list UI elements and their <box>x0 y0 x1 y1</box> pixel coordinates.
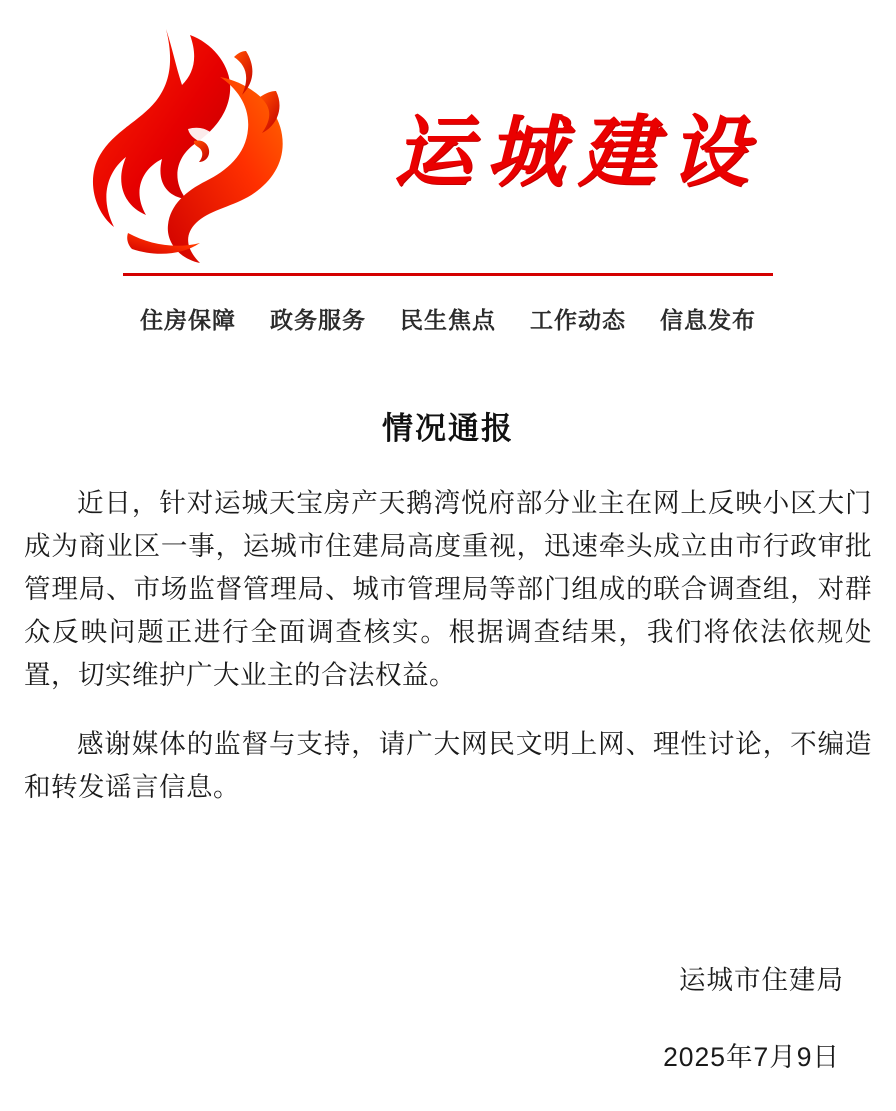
main-nav <box>0 302 896 341</box>
masthead-divider <box>123 273 773 276</box>
nav-item-information-release[interactable]: 信息发布 <box>660 307 756 333</box>
signature-date: 2025年7月9日 <box>663 1042 840 1073</box>
signature-block <box>24 958 872 1074</box>
page-title: 情况通报 <box>382 411 514 446</box>
paragraph-1: 近日，针对运城天宝房产天鹅湾悦府部分业主在网上反映小区大门成为商业区一事，运城市住建局高度重视，迅速牵头成立由市行政审批管理局、市场监督管理局、城市管理局等部门组成的联合调查组，对群众反映问题正进行全面调查核实。根据调查结果，我们将依法依规处置，切实维护广大业主的合法权益。 <box>24 488 872 690</box>
paragraph-2: 感谢媒体的监督与支持，请广大网民文明上网、理性讨论，不编造和转发谣言信息。 <box>24 728 872 802</box>
brand-title <box>320 90 896 202</box>
nav-item-government-services[interactable]: 政务服务 <box>270 307 366 333</box>
masthead <box>0 0 896 265</box>
nav-item-housing-security[interactable]: 住房保障 <box>140 307 236 333</box>
article-body <box>0 403 896 1074</box>
nav-item-livelihood-focus[interactable]: 民生焦点 <box>400 307 496 333</box>
nav-item-work-updates[interactable]: 工作动态 <box>530 307 626 333</box>
signature-organization: 运城市住建局 <box>679 965 844 996</box>
brand-text: 运城建设 <box>393 106 762 198</box>
flame-swan-logo-icon <box>70 21 320 271</box>
